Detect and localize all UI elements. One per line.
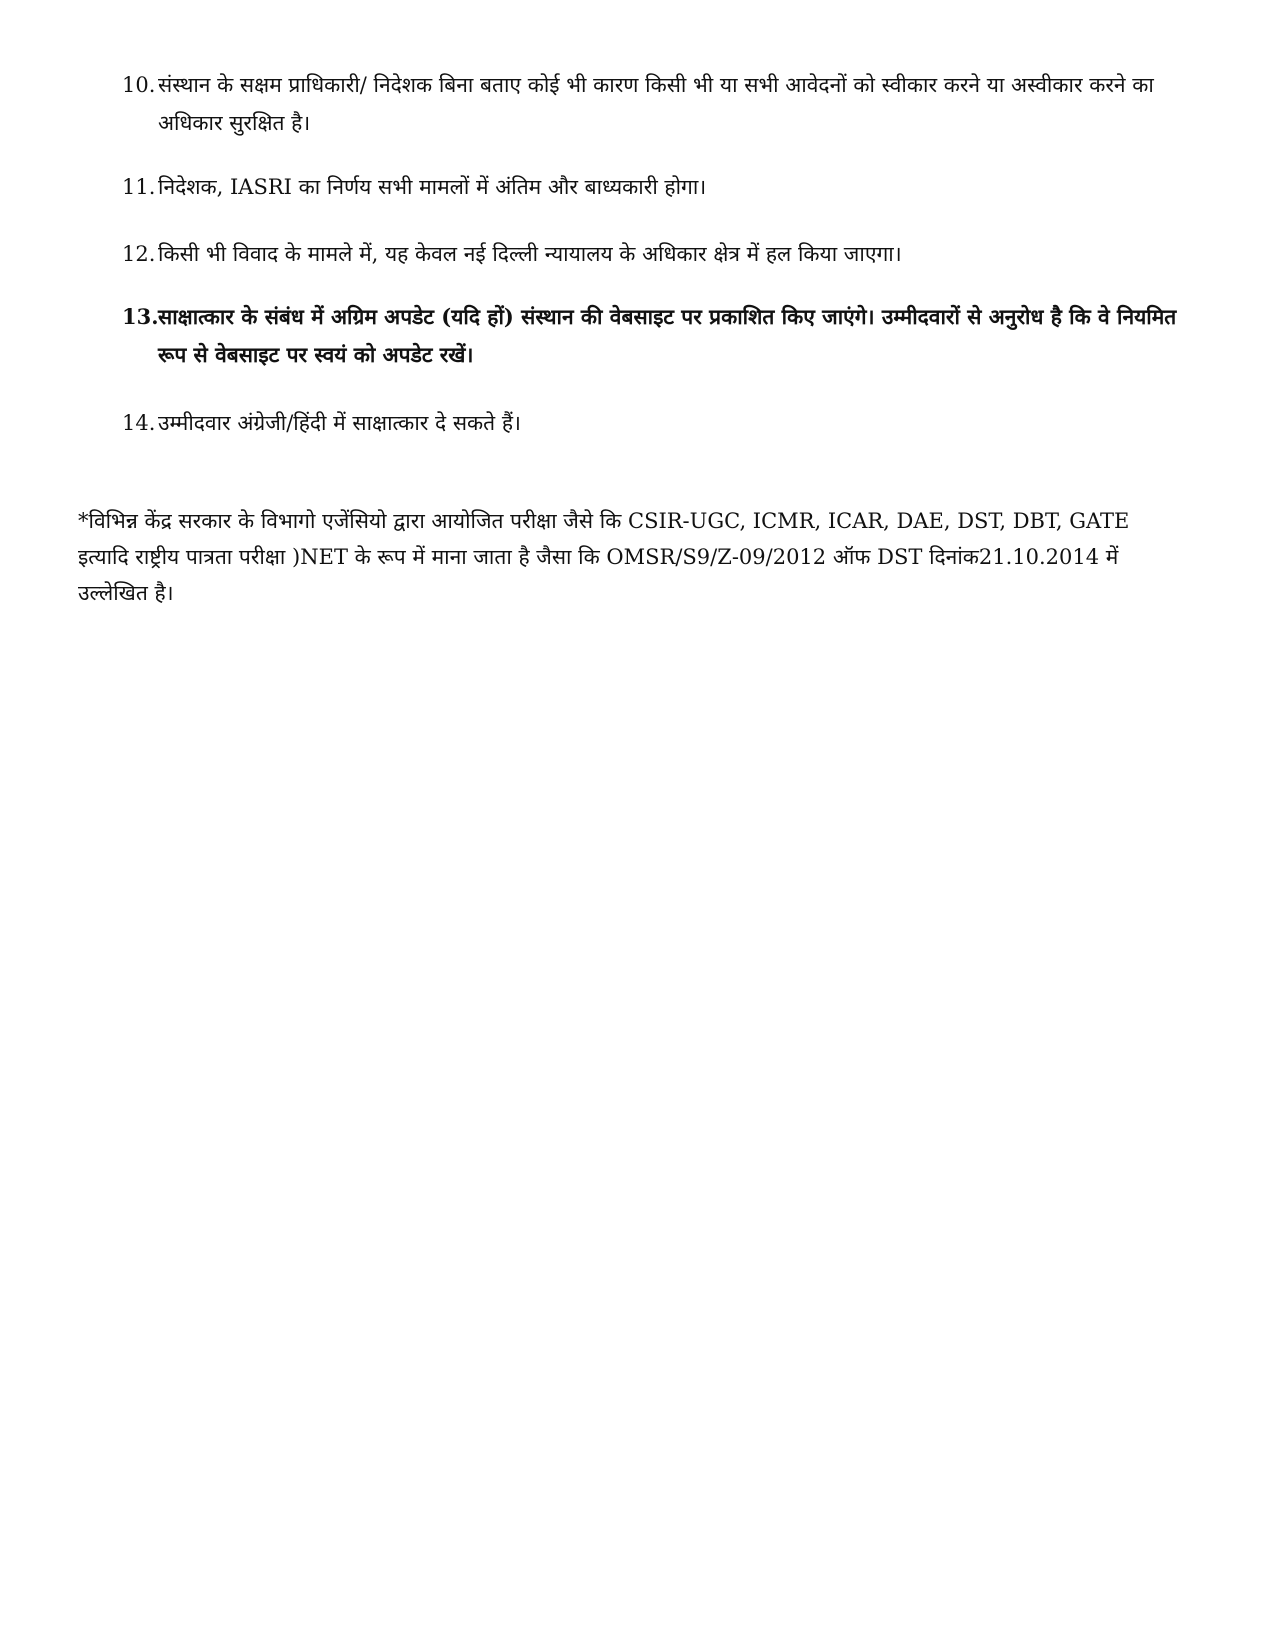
list-item-10 bbox=[122, 66, 1182, 142]
item-number: 11. bbox=[122, 175, 156, 199]
item-number: 14. bbox=[122, 411, 156, 435]
item-text: निदेशक, IASRI का निर्णय सभी मामलों में अंतिम और बाध्यकारी होगा। bbox=[158, 175, 707, 199]
footnote: *विभिन्न केंद्र सरकार के विभागो एजेंसियो द्वारा आयोजित परीक्षा जैसे कि CSIR-UGC, ICMR, ICAR, DAE, DST, DBT, GATE इत्यादि राष्ट्रीय पात्रता परीक्षा )NET के रूप में माना जाता है जैसा कि OMSR/S9/Z-09/2012 ऑफ DST दिनांक21.10.2014 में उल्लेखित है। bbox=[78, 509, 1130, 605]
item-number: 10. bbox=[122, 73, 156, 97]
item-text: उम्मीदवार अंग्रेजी/हिंदी में साक्षात्कार दे सकते हैं। bbox=[158, 411, 521, 435]
item-number: 12. bbox=[122, 242, 156, 266]
item-number: 13. bbox=[122, 304, 159, 329]
list-item-11 bbox=[122, 168, 1182, 206]
list-item-14 bbox=[122, 404, 1182, 442]
list-item-12 bbox=[122, 235, 1182, 273]
item-text: किसी भी विवाद के मामले में, यह केवल नई दिल्ली न्यायालय के अधिकार क्षेत्र में हल किया जाएगा। bbox=[158, 242, 902, 266]
item-text: साक्षात्कार के संबंध में अग्रिम अपडेट (यदि हों) संस्थान की वेबसाइट पर प्रकाशित किए जाएंगे। उम्मीदवारों से अनुरोध है कि वे नियमित रूप से वेबसाइट पर स्वयं को अपडेट रखें। bbox=[158, 304, 1177, 367]
list-item-13 bbox=[122, 298, 1182, 374]
item-text: संस्थान के सक्षम प्राधिकारी/ निदेशक बिना बताए कोई भी कारण किसी भी या सभी आवेदनों को स्वीकार करने या अस्वीकार करने का अधिकार सुरक्षित है। bbox=[158, 73, 1154, 135]
